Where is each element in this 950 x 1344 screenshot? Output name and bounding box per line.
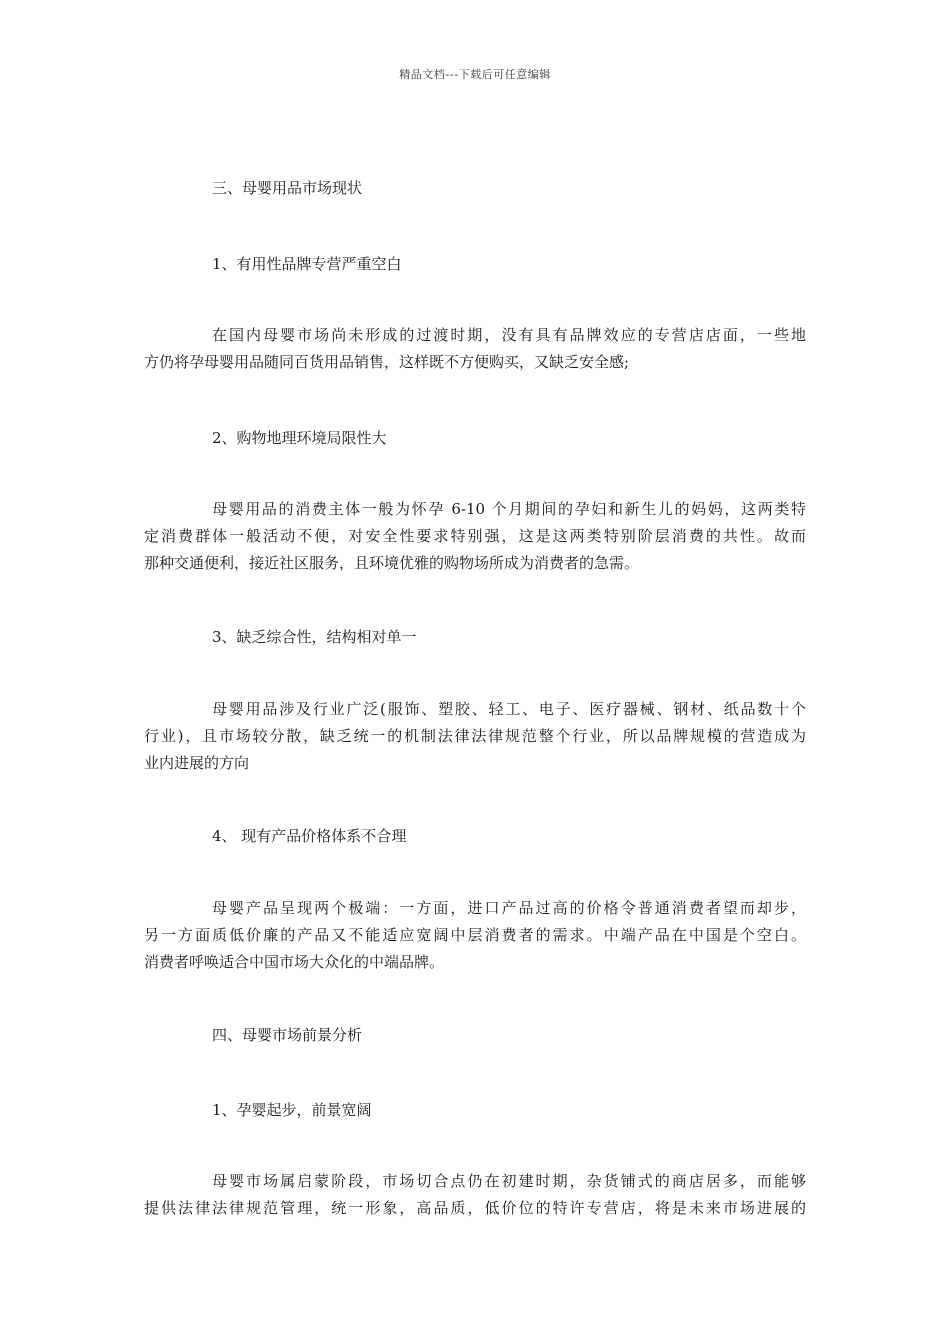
paragraph-line: 那种交通便利，接近社区服务，且环境优雅的购物场所成为消费者的急需。 xyxy=(144,554,640,572)
paragraph-line: 业内进展的方向 xyxy=(144,754,250,772)
paragraph-line: 行业)，且市场较分散，缺乏统一的机制法律法律规范整个行业，所以品牌规模的营造成为 xyxy=(144,727,806,745)
paragraph-line: 在国内母婴市场尚未形成的过渡时期，没有具有品牌效应的专营店店面，一些地 xyxy=(212,326,806,344)
paragraph-line: 消费者呼唤适合中国市场大众化的中端品牌。 xyxy=(144,953,445,971)
paragraph-4-1 xyxy=(144,1168,806,1222)
page-header: 精品文档---下载后可任意编辑 xyxy=(399,68,551,81)
paragraph-3-4 xyxy=(144,895,806,976)
paragraph-3-2 xyxy=(144,496,806,577)
paragraph-line: 母婴用品涉及行业广泛(服饰、塑胶、轻工、电子、医疗器械、钢材、纸品数十个 xyxy=(212,700,806,718)
paragraph-line: 母婴市场属启蒙阶段，市场切合点仍在初建时期，杂货铺式的商店居多，而能够 xyxy=(212,1172,806,1190)
section-heading-3: 三、母婴用品市场现状 xyxy=(212,179,363,197)
paragraph-line: 母婴用品的消费主体一般为怀孕 6-10 个月期间的孕妇和新生儿的妈妈，这两类特 xyxy=(212,500,806,518)
section-heading-4: 四、母婴市场前景分析 xyxy=(212,1026,363,1044)
subsection-heading-3-4: 4、 现有产品价格体系不合理 xyxy=(212,827,407,845)
subsection-heading-4-1: 1、孕婴起步，前景宽阔 xyxy=(212,1101,372,1119)
paragraph-3-1 xyxy=(144,322,806,376)
subsection-heading-3-1: 1、有用性品牌专营严重空白 xyxy=(212,255,402,273)
paragraph-line: 另一方面质低价廉的产品又不能适应宽阔中层消费者的需求。中端产品在中国是个空白。 xyxy=(144,926,806,944)
paragraph-line: 母婴产品呈现两个极端：一方面，进口产品过高的价格令普通消费者望而却步， xyxy=(212,899,806,917)
subsection-heading-3-2: 2、购物地理环境局限性大 xyxy=(212,429,387,447)
paragraph-3-3 xyxy=(144,696,806,777)
paragraph-line: 定消费群体一般活动不便，对安全性要求特别强，这是这两类特别阶层消费的共性。故而 xyxy=(144,527,806,545)
paragraph-line: 提供法律法律规范管理，统一形象，高品质，低价位的特许专营店，将是未来市场进展的 xyxy=(144,1199,806,1217)
paragraph-line: 方仍将孕母婴用品随同百货用品销售，这样既不方便购买，又缺乏安全感; xyxy=(144,353,630,371)
subsection-heading-3-3: 3、缺乏综合性，结构相对单一 xyxy=(212,628,417,646)
